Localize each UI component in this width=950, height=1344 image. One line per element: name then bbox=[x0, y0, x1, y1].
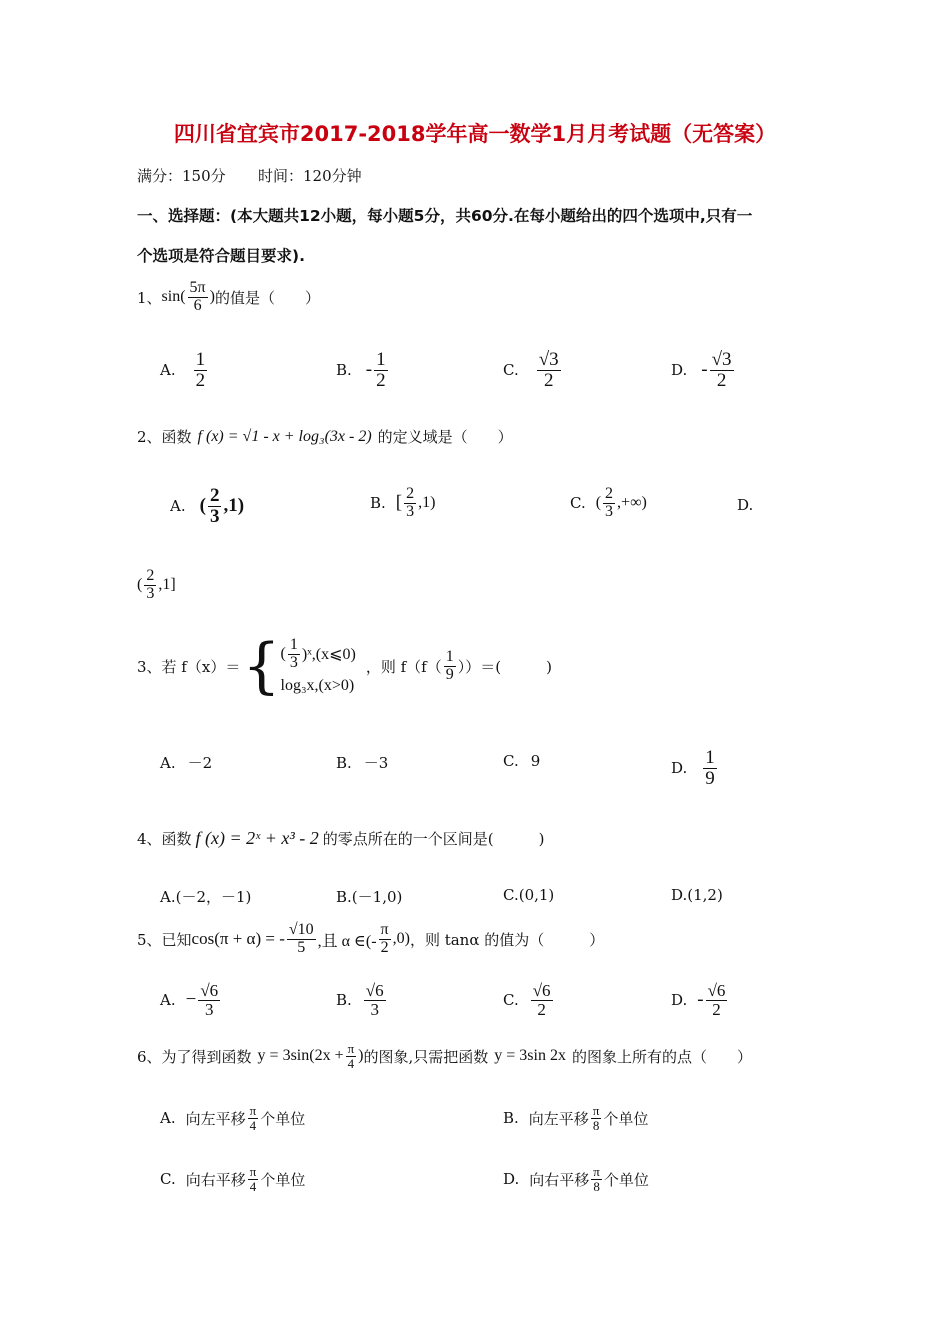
section-heading-line2: 个选项是符合题目要求). bbox=[137, 247, 305, 265]
sign: - bbox=[365, 359, 373, 381]
question-tail: 的值是（ ） bbox=[214, 288, 320, 307]
option-label: A. bbox=[160, 754, 176, 772]
fraction bbox=[198, 982, 220, 1019]
option-label: D. bbox=[671, 886, 688, 904]
option-c[interactable] bbox=[503, 886, 554, 904]
numerator: π bbox=[592, 1103, 600, 1118]
question-2 bbox=[137, 426, 513, 447]
fraction bbox=[404, 486, 416, 521]
question-tail: 的定义域是（ ） bbox=[377, 428, 513, 446]
option-label: C. bbox=[503, 991, 519, 1010]
option-value: (1,2) bbox=[687, 886, 723, 904]
option-unit: 个单位 bbox=[603, 1109, 649, 1128]
option-a[interactable] bbox=[160, 886, 251, 907]
numerator: 2 bbox=[146, 567, 155, 584]
denominator: 8 bbox=[592, 1117, 600, 1133]
option-b[interactable] bbox=[370, 486, 435, 521]
bracket: ( bbox=[595, 494, 602, 512]
fraction bbox=[188, 280, 208, 315]
denominator: 3 bbox=[146, 584, 155, 602]
option-label: A. bbox=[160, 888, 176, 906]
option-a[interactable] bbox=[160, 752, 212, 773]
function-expr: f (x) = 2ˣ + x³ - 2 bbox=[195, 828, 319, 848]
option-unit: 个单位 bbox=[260, 1170, 306, 1189]
question-number: 1、 bbox=[137, 288, 162, 307]
numerator: 2 bbox=[209, 485, 220, 506]
denominator: 2 bbox=[712, 999, 721, 1019]
option-label: A. bbox=[160, 361, 176, 380]
option-d[interactable] bbox=[503, 1165, 649, 1193]
piecewise-cases bbox=[281, 637, 356, 696]
option-value: －3 bbox=[363, 754, 389, 772]
denominator: 3 bbox=[406, 502, 415, 520]
option-unit: 个单位 bbox=[260, 1109, 306, 1128]
question-5 bbox=[137, 922, 604, 957]
numerator: 5π bbox=[189, 279, 206, 296]
fraction bbox=[208, 486, 222, 527]
denominator: 6 bbox=[193, 296, 202, 314]
source-function-expr: y = 3sin 2x bbox=[494, 1047, 566, 1065]
option-label: B. bbox=[336, 991, 352, 1010]
question-tail: 的图象上所有的点（ ） bbox=[571, 1047, 752, 1066]
option-label: B. bbox=[336, 361, 352, 380]
denominator: 2 bbox=[376, 369, 386, 391]
bracket: ( bbox=[137, 576, 143, 594]
interval-end: ,+∞) bbox=[617, 494, 647, 512]
option-label: D. bbox=[671, 759, 688, 778]
option-d[interactable] bbox=[671, 886, 723, 904]
question-tail: 的零点所在的一个区间是( ) bbox=[322, 830, 545, 848]
option-a[interactable] bbox=[160, 982, 222, 1019]
option-label: C. bbox=[570, 494, 586, 513]
option-value: 9 bbox=[530, 752, 541, 770]
numerator: √6 bbox=[532, 981, 551, 1000]
question-tail: ））＝( ) bbox=[457, 657, 552, 676]
option-a[interactable] bbox=[170, 486, 244, 527]
case-2: log₃x,(x>0) bbox=[280, 677, 355, 695]
numerator: √6 bbox=[200, 981, 219, 1000]
denominator: 3 bbox=[289, 653, 298, 671]
brace: { bbox=[242, 631, 281, 701]
option-b[interactable] bbox=[336, 982, 388, 1019]
option-label: B. bbox=[336, 754, 352, 772]
option-label: D. bbox=[671, 361, 688, 380]
question-tail: ，则 tanα 的值为（ ） bbox=[409, 930, 605, 949]
cos-expr: cos(π + α) = - bbox=[191, 929, 285, 949]
section-heading-line1: 一、选择题：(本大题共12小题，每小题5分，共60分.在每小题给出的四个选项中,只有一 bbox=[137, 207, 753, 225]
numerator: π bbox=[593, 1164, 600, 1179]
fraction bbox=[703, 748, 717, 789]
numerator: 1 bbox=[376, 349, 386, 370]
option-b[interactable] bbox=[336, 752, 388, 773]
sign: − bbox=[185, 989, 197, 1011]
option-a[interactable] bbox=[160, 350, 209, 391]
denominator: 3 bbox=[370, 999, 379, 1019]
option-label: B. bbox=[336, 888, 352, 906]
denominator: 2 bbox=[195, 369, 206, 391]
close-paren: ) bbox=[358, 1047, 364, 1065]
fraction bbox=[706, 982, 728, 1019]
option-value: (0,1) bbox=[518, 886, 555, 904]
question-6 bbox=[137, 1042, 752, 1070]
option-c[interactable] bbox=[570, 486, 647, 521]
sign: - bbox=[697, 989, 704, 1011]
option-d[interactable] bbox=[671, 350, 736, 391]
fraction bbox=[379, 922, 391, 957]
numerator: 2 bbox=[406, 485, 415, 502]
target-function-expr: y = 3sin(2x + bbox=[257, 1047, 344, 1065]
denominator: 9 bbox=[445, 665, 454, 683]
denominator: 4 bbox=[249, 1178, 257, 1194]
fraction bbox=[248, 1165, 259, 1193]
option-label: A. bbox=[160, 1109, 176, 1128]
option-label: C. bbox=[503, 752, 519, 770]
denominator: 8 bbox=[593, 1178, 600, 1194]
paren: ( bbox=[280, 645, 286, 662]
option-c[interactable] bbox=[503, 982, 555, 1019]
fraction bbox=[346, 1042, 357, 1070]
numerator: √3 bbox=[711, 349, 732, 370]
sign: - bbox=[701, 359, 708, 381]
option-d[interactable] bbox=[137, 568, 176, 603]
denominator: 2 bbox=[380, 938, 389, 956]
option-text: 向右平移 bbox=[185, 1170, 246, 1189]
fraction bbox=[591, 1165, 602, 1193]
numerator: √10 bbox=[288, 921, 314, 938]
interval-end: ,1) bbox=[418, 494, 436, 512]
numerator: √6 bbox=[365, 981, 384, 1000]
option-value: (－1,0) bbox=[351, 888, 403, 906]
numerator: √6 bbox=[707, 981, 726, 1000]
option-label: D. bbox=[671, 991, 688, 1010]
full-marks: 满分：150分 bbox=[137, 167, 226, 185]
question-number: 4、函数 bbox=[137, 830, 192, 848]
option-c[interactable] bbox=[160, 1165, 305, 1193]
numerator: 1 bbox=[705, 747, 715, 768]
fraction bbox=[537, 350, 561, 391]
question-mid: 的图象,只需把函数 bbox=[363, 1047, 489, 1066]
question-1 bbox=[137, 280, 320, 315]
option-c[interactable] bbox=[503, 350, 563, 391]
numerator: 1 bbox=[445, 647, 454, 665]
question-3 bbox=[137, 631, 552, 701]
fraction bbox=[374, 350, 388, 391]
page-title: 四川省宜宾市2017-2018学年高一数学1月月考试题（无答案） bbox=[173, 122, 777, 146]
denominator: 3 bbox=[205, 999, 214, 1019]
numerator: π bbox=[347, 1041, 355, 1056]
denominator: 3 bbox=[605, 502, 614, 520]
case-1 bbox=[281, 637, 356, 672]
question-number: 3、若 f（x）＝ bbox=[137, 657, 241, 676]
option-label: B. bbox=[370, 494, 386, 513]
condition-expr: ,且 α ∈(- bbox=[317, 932, 377, 950]
question-4 bbox=[137, 828, 545, 849]
option-b[interactable] bbox=[336, 350, 390, 391]
bracket: ( bbox=[199, 495, 206, 517]
fraction bbox=[287, 922, 316, 957]
option-a[interactable] bbox=[160, 1104, 305, 1132]
denominator: 3 bbox=[209, 505, 220, 527]
fraction bbox=[248, 1104, 259, 1132]
denominator: 4 bbox=[249, 1117, 257, 1133]
numerator: √3 bbox=[538, 349, 559, 370]
interval-end: ,0) bbox=[392, 930, 410, 948]
option-label: A. bbox=[170, 497, 186, 516]
question-number: 2、函数 bbox=[137, 428, 192, 446]
denominator: 2 bbox=[543, 369, 554, 391]
option-label: B. bbox=[503, 1109, 519, 1128]
exam-time: 时间：120分钟 bbox=[258, 167, 362, 185]
option-b[interactable] bbox=[503, 1104, 648, 1132]
option-value: (－2，－1) bbox=[175, 888, 252, 906]
fraction bbox=[288, 637, 300, 672]
option-label: C. bbox=[160, 1170, 176, 1189]
fraction bbox=[603, 486, 615, 521]
option-d[interactable] bbox=[671, 982, 729, 1019]
option-d-label[interactable]: D. bbox=[737, 496, 754, 514]
case-1-tail: )ˣ,(x⩽0) bbox=[301, 646, 356, 663]
option-text: 向右平移 bbox=[529, 1170, 590, 1189]
fraction bbox=[144, 568, 156, 603]
option-d[interactable] bbox=[671, 748, 719, 789]
fraction bbox=[444, 649, 456, 684]
question-number: 5、已知 bbox=[137, 930, 192, 949]
numerator: 1 bbox=[195, 349, 206, 370]
fraction bbox=[531, 982, 553, 1019]
numerator: 1 bbox=[289, 635, 298, 653]
close-paren: ) bbox=[209, 288, 215, 306]
option-label: A. bbox=[160, 991, 176, 1010]
numerator: π bbox=[380, 921, 389, 938]
option-b[interactable] bbox=[336, 886, 402, 907]
option-label: C. bbox=[503, 886, 519, 904]
option-label: D. bbox=[503, 1170, 520, 1189]
numerator: 2 bbox=[605, 485, 614, 502]
option-value: －2 bbox=[187, 754, 213, 772]
denominator: 9 bbox=[705, 767, 715, 789]
fraction bbox=[591, 1104, 602, 1132]
denominator: 5 bbox=[297, 938, 306, 956]
option-text: 向左平移 bbox=[185, 1109, 246, 1128]
question-number: 6、为了得到函数 bbox=[137, 1047, 252, 1066]
option-text: 向左平移 bbox=[528, 1109, 589, 1128]
fraction bbox=[710, 350, 734, 391]
interval-end: ,1) bbox=[223, 495, 245, 517]
function-expr: f (x) = √1 - x + log₃(3x - 2) bbox=[197, 427, 372, 445]
bracket: [ bbox=[395, 492, 403, 514]
option-unit: 个单位 bbox=[603, 1170, 649, 1189]
question-mid: ，则 f（f（ bbox=[365, 657, 442, 676]
denominator: 2 bbox=[716, 369, 727, 391]
interval-end: ,1] bbox=[158, 576, 176, 594]
numerator: π bbox=[249, 1103, 257, 1118]
denominator: 4 bbox=[347, 1055, 355, 1071]
sin-expr: sin( bbox=[161, 288, 186, 306]
fraction bbox=[194, 350, 208, 391]
denominator: 2 bbox=[537, 999, 546, 1019]
fraction bbox=[364, 982, 386, 1019]
option-c[interactable] bbox=[503, 752, 540, 770]
option-label: C. bbox=[503, 361, 519, 380]
numerator: π bbox=[249, 1164, 257, 1179]
